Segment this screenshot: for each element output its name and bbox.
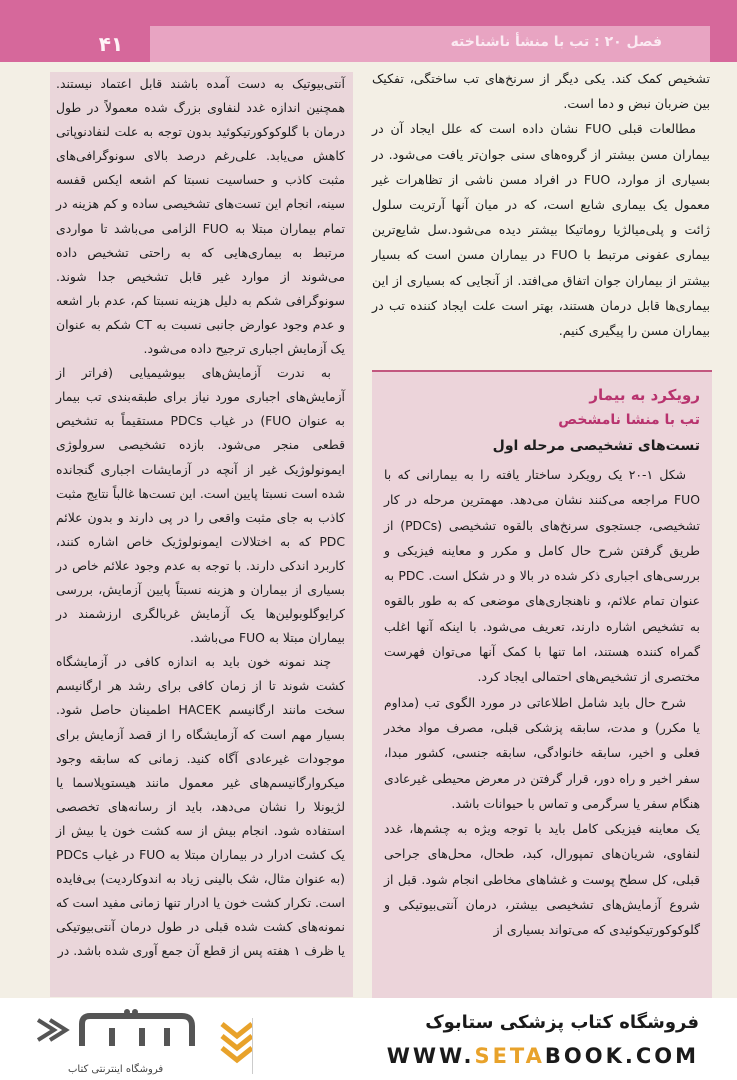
chapter-title: فصل ۲۰ : تب با منشأ ناشناخته xyxy=(450,34,662,50)
box-subtitle: تب با منشا نامشخص xyxy=(558,412,700,428)
store-name: فروشگاه کتاب پزشکی ستابوک xyxy=(425,1012,699,1033)
paragraph: مطالعات قبلی FUO نشان داده است که علل ایجاد آن در بیماران مسن بیشتر از گروه‌های سنی جوان‌تر یافت می‌شود. در بسیاری از موارد، FUO در افراد مسن ناشی از تظاهرات غیر معمول یک بیماری شایع است، که در میان آنها آرتریت سلول ژائت و پلی‌میالژیا روماتیکا بیشتر دیده می‌شود.سل شایع‌ترین بیماری عفونی مرتبط با FUO در بیماران مسن است که بسیار بیشتر از بیماران جوان اتفاق می‌افتد. از آنجایی که بسیاری از این بیماری‌ها قابل درمان هستند، بهتر است علت ایجاد کننده تب در بیماران مسن را پیگیری کنیم. xyxy=(372,121,710,339)
paragraph: یک معاینه فیزیکی کامل باید با توجه ویژه به چشم‌ها، غدد لنفاوی، شریان‌های تمپورال، کبد، طحال، محل‌های جراحی قبلی، کل سطح پوست و غشاهای مخاطی انجام شود. قبل از شروع آزمایش‌های تشخیصی بیشتر، درمان آنتی‌بیوتیکی و گلوکوکورتیکوئیدی که می‌تواند بسیاری از xyxy=(384,821,700,938)
paragraph: چند نمونه خون باید به اندازه کافی در آزمایشگاه کشت شوند تا از زمان کافی برای رشد هر ارگانیسم سخت مانند ارگانیسم HACEK اطمینان حاصل شود. بسیار مهم است که آزمایشگاه را از قصد آزمایش برای موجودات غیرعادی آگاه کنید. زمانی که سابقه وجود میکروارگانیسم‌های غیر معمول مانند هیستوپلاسما یا لژیونلا را نشان می‌دهد، باید از رسانه‌های تخصصی استفاده شود. انجام بیش از سه کشت خون یا بیش از یک کشت ادرار در بیماران مبتلا به FUO در غیاب PDCs (به عنوان مثال، شک بالینی زیاد به اندوکاردیت) بی‌فایده است. تکرار کشت خون یا ادرار تنها زمانی مفید است که نمونه‌های کشت شده قبلی در طول درمان آنتی‌بیوتیکی یا ظرف ۱ هفته پس از قطع آن جمع آوری شده باشد. در xyxy=(56,654,345,959)
paragraph: به ندرت آزمایش‌های بیوشیمیایی (فراتر از آزمایش‌های اجباری مورد نیاز برای طبقه‌بندی تب بیمار به عنوان FUO) در غیاب PDCs مستقیماً به تشخیص قطعی منجر می‌شود. بازده تشخیصی سرولوژی ایمونولوژیک غیر از آنچه در آزمایشات اجباری گنجانده شده است نسبتا پایین است. این تست‌ها غالباً نتایج مثبت کاذب به جای مثبت واقعی را در پی دارند و بدون علائم PDC که به اختلالات ایمونولوژیک خاص اشاره کنند، کاربرد اندکی دارند. با توجه به عدم وجود علائم خاص در بسیاری از بیماران و هزینه نسبتاً پایین آزمایش، بررسی کرایوگلوبولین‌ها یک آزمایش غربالگری ارزشمند در بیماران مبتلا به FUO می‌باشد. xyxy=(56,365,346,646)
url-accent: SETA xyxy=(474,1044,545,1068)
box-top-border xyxy=(372,370,712,372)
logo-tagline: فروشگاه اینترنتی کتاب xyxy=(68,1064,164,1075)
box-title: رویکرد به بیمار xyxy=(589,386,700,404)
url-prefix: WWW. xyxy=(386,1044,475,1068)
paragraph: آنتی‌بیوتیک به دست آمده باشند قابل اعتماد نیستند. همچنین اندازه غدد لنفاوی بزرگ شده معمولاً در طول درمان با گلوکوکورتیکوئید بدون توجه به علت لنفادنوپاتی کاهش می‌یابد. علی‌رغم درصد بالای سونوگرافی‌های مثبت کاذب و حساسیت نسبتا کم اشعه ایکس قفسه سینه، انجام این تست‌های تشخیصی ساده و کم هزینه در تمام بیماران مبتلا به FUO الزامی می‌باشد تا مواردی مرتبط به بیماری‌هایی که به راحتی تشخیص داده می‌شوند از موارد غیر قابل تشخیص جدا شوند. سونوگرافی شکم به دلیل هزینه نسبتا کم، عدم بار اشعه و عدم وجود عوارض جانبی نسبت به CT شکم به عنوان یک آزمایش اجباری ترجیح داده می‌شود. xyxy=(56,76,345,357)
right-column-text xyxy=(372,66,710,343)
left-column-text xyxy=(50,72,353,997)
logo-divider xyxy=(252,1018,253,1074)
setabook-logo xyxy=(32,1006,302,1074)
store-footer xyxy=(0,998,737,1080)
box-heading: تست‌های تشخیصی مرحله اول xyxy=(492,438,700,454)
url-suffix: BOOK.COM xyxy=(544,1044,699,1068)
setabook-logo-icon xyxy=(32,1006,252,1066)
approach-box xyxy=(372,370,712,1000)
paragraph: شرح حال باید شامل اطلاعاتی در مورد الگوی تب (مداوم یا مکرر) و مدت، سابقه پزشکی قبلی، مصرف مواد مخدر فعلی و اخیر، سابقه خانوادگی، سابقه جنسی، کشور مبدا، سفر اخیر و راه دور، قرار گرفتن در معرض محیطی غیرعادی هنگام سفر یا سرگرمی و تماس با حیوانات باشد. xyxy=(384,694,700,811)
box-body xyxy=(384,462,700,943)
store-url[interactable] xyxy=(387,1044,699,1068)
page-header xyxy=(0,0,737,62)
paragraph: تشخیص کمک کند. یکی دیگر از سرنخ‌های تب ساختگی، تفکیک بین ضربان نبض و دما است. xyxy=(372,71,710,112)
paragraph: شکل ۱-۲۰ یک رویکرد ساختار یافته را به بیمارانی که با FUO مراجعه می‌کنند نشان می‌دهد. مهمترین مرحله در کار تشخیصی، جستجوی سرنخ‌های بالقوه تشخیصی (PDCs) از طریق گرفتن شرح حال کامل و مکرر و معاینه فیزیکی و بررسی‌های اجباری ذکر شده در بالا و در شکل است. PDC به عنوان تمام علائم، و ناهنجاری‌های موضعی که به طور بالقوه به تشخیص اشاره دارند، تعریف می‌شود. با اینکه آنها اغلب گمراه کننده هستند، اما تنها با کمک آنها می‌توان فهرست مختصری از تشخیص‌های احتمالی ایجاد کرد. xyxy=(384,467,701,685)
page-number: ۴۱ xyxy=(98,32,124,56)
